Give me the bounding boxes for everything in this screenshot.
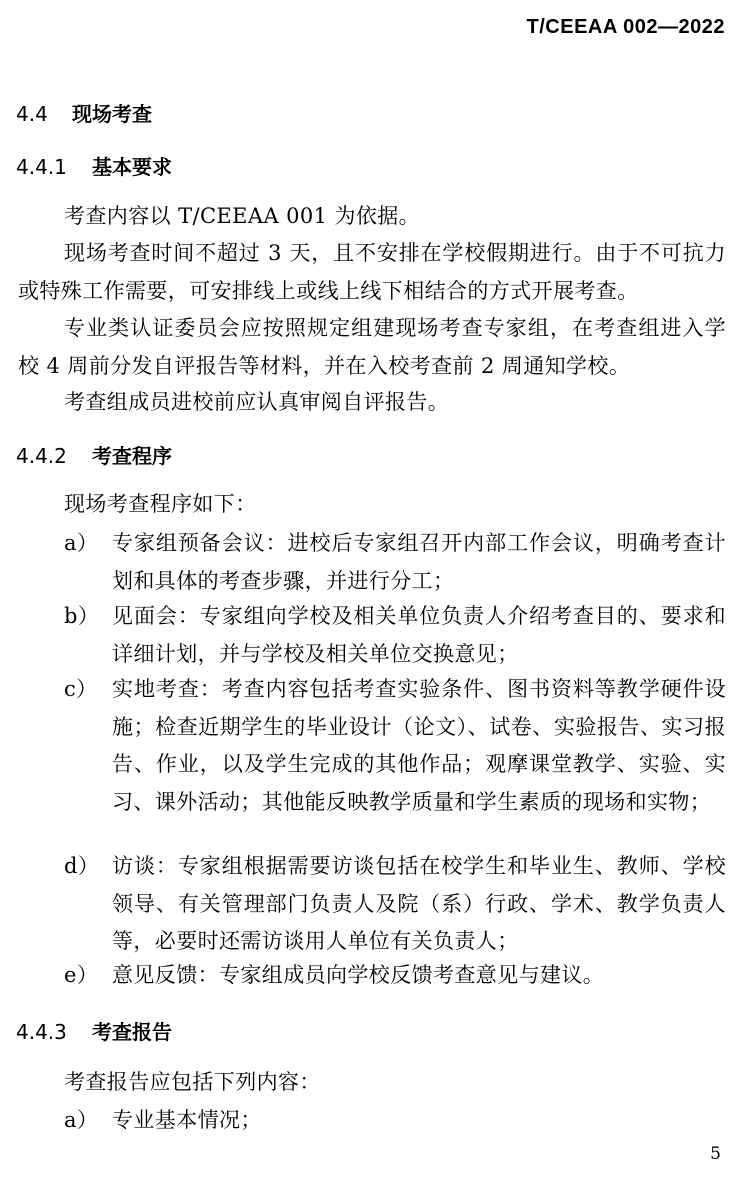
list-item-text: 见面会：专家组向学校及相关单位负责人介绍考查目的、要求和详细计划，并与学校及相关单位交换意见； xyxy=(112,604,726,666)
paragraph: 专业类认证委员会应按照规定组建现场考查专家组，在考查组进入学校 4 周前分发自评报告等材料，并在入校考查前 2 周通知学校。 xyxy=(18,316,726,378)
paragraph: 现场考查程序如下： xyxy=(64,492,257,516)
list-item xyxy=(64,598,726,673)
section-4-4-1-heading xyxy=(16,151,172,180)
list-item xyxy=(64,671,726,821)
list-item-text: 意见反馈：专家组成员向学校反馈考查意见与建议。 xyxy=(112,963,605,987)
list-item xyxy=(64,848,726,961)
list-item xyxy=(64,957,726,995)
section-number: 4.4.2 xyxy=(16,444,67,468)
section-4-4-3-heading xyxy=(16,1016,172,1045)
list-item-text: 专家组预备会议：进校后专家组召开内部工作会议，明确考查计划和具体的考查步骤，并进行分工； xyxy=(112,531,726,593)
section-number: 4.4.1 xyxy=(16,155,67,179)
list-item xyxy=(64,1102,726,1140)
list-item-text: 实地考查：考查内容包括考查实验条件、图书资料等教学硬件设施；检查近期学生的毕业设计（论文）、试卷、实验报告、实习报告、作业，以及学生完成的其他作品；观摩课堂教学、实验、实习、课外活动；其他能反映教学质量和学生素质的现场和实物； xyxy=(112,677,726,814)
page-number: 5 xyxy=(710,1144,721,1164)
section-title: 现场考查 xyxy=(72,102,152,126)
paragraph: 考查内容以 T/CEEAA 001 为依据。 xyxy=(64,204,421,228)
list-marker: a） xyxy=(64,1108,99,1132)
document-id-header: T/CEEAA 002—2022 xyxy=(526,16,725,38)
list-marker: a） xyxy=(64,531,99,555)
list-marker: b） xyxy=(64,604,100,628)
section-title: 考查报告 xyxy=(92,1020,172,1044)
list-item-text: 访谈：专家组根据需要访谈包括在校学生和毕业生、教师、学校领导、有关管理部门负责人及院（系）行政、学术、教学负责人等，必要时还需访谈用人单位有关负责人； xyxy=(112,854,726,953)
section-number: 4.4.3 xyxy=(16,1020,67,1044)
section-4-4-heading xyxy=(16,98,152,127)
list-marker: e） xyxy=(64,963,99,987)
section-number: 4.4 xyxy=(16,102,48,126)
list-marker: d） xyxy=(64,854,100,878)
section-title: 基本要求 xyxy=(92,155,172,179)
list-item xyxy=(64,525,726,600)
list-item-text: 专业基本情况； xyxy=(112,1108,262,1132)
list-marker: c） xyxy=(64,677,98,701)
paragraph: 考查组成员进校前应认真审阅自评报告。 xyxy=(64,390,450,414)
section-4-4-2-heading xyxy=(16,440,172,469)
paragraph: 考查报告应包括下列内容： xyxy=(64,1070,321,1094)
section-title: 考查程序 xyxy=(92,444,172,468)
paragraph: 现场考查时间不超过 3 天，且不安排在学校假期进行。由于不可抗力或特殊工作需要，可安排线上或线上线下相结合的方式开展考查。 xyxy=(18,241,726,303)
